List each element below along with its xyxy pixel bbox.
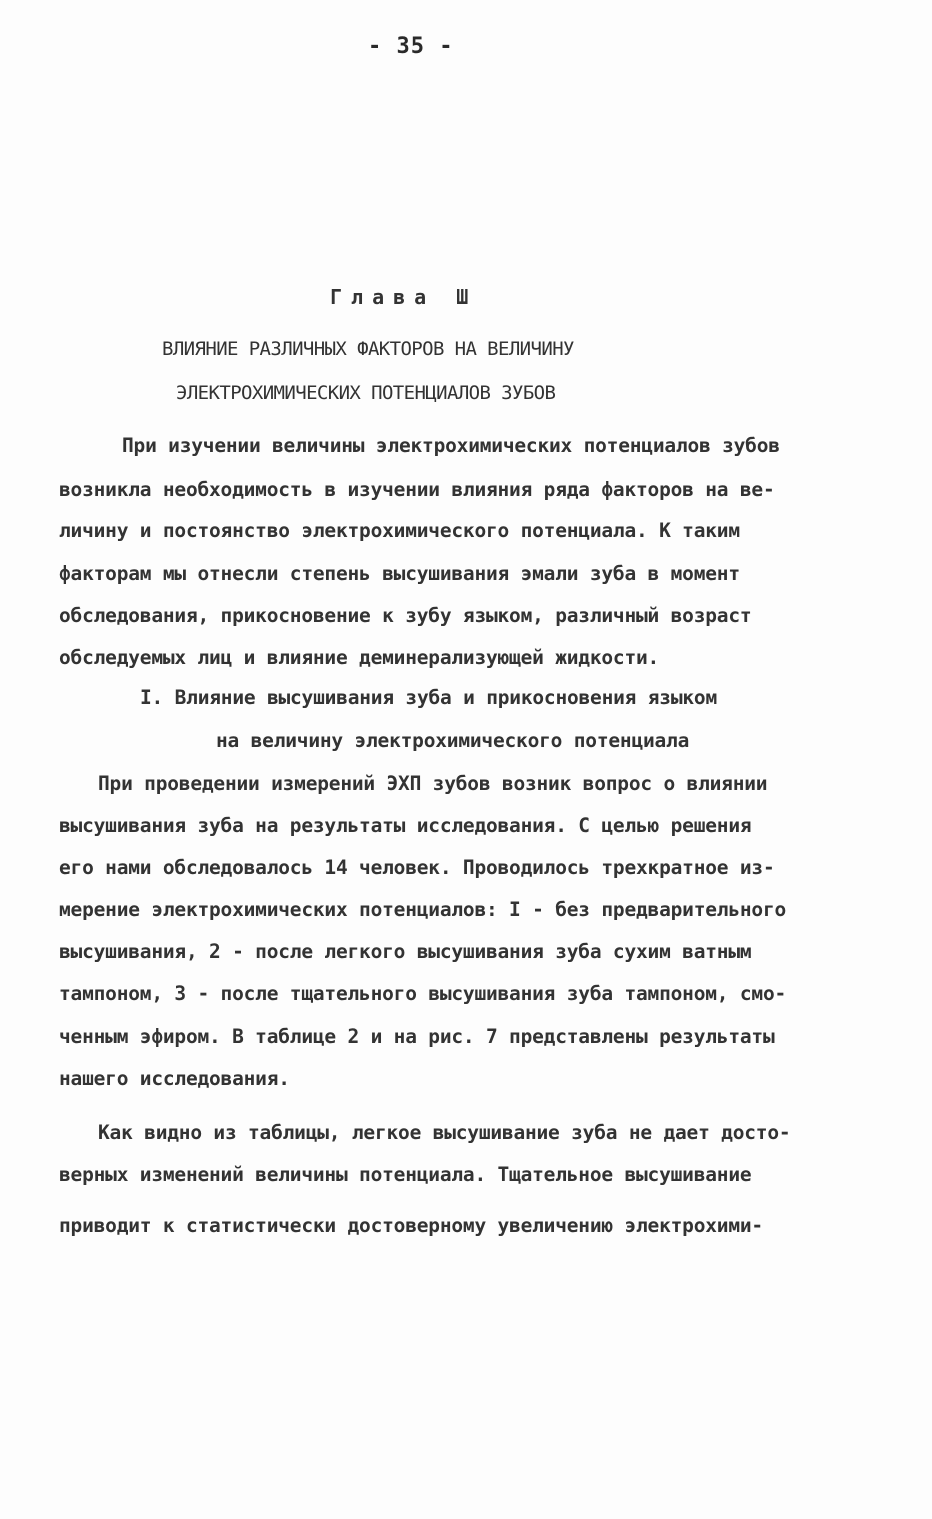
paragraph-line: тампоном, 3 - после тщательного высушивания зуба тампоном, смо- bbox=[59, 982, 787, 1005]
intro-line: личину и постоянство электрохимического потенциала. К таким bbox=[59, 519, 740, 542]
intro-line: обследуемых лиц и влияние деминерализующей жидкости. bbox=[59, 646, 660, 669]
chapter-title-line: ВЛИЯНИЕ РАЗЛИЧНЫХ ФАКТОРОВ НА ВЕЛИЧИНУ bbox=[162, 338, 574, 360]
paragraph-line: высушивания зуба на результаты исследования. С целью решения bbox=[59, 814, 752, 837]
paragraph-line: нашего исследования. bbox=[59, 1067, 290, 1090]
intro-line: При изучении величины электрохимических потенциалов зубов bbox=[122, 434, 780, 457]
paragraph-line: приводит к статистически достоверному увеличению электрохими- bbox=[59, 1214, 763, 1237]
intro-line: возникла необходимость в изучении влияния ряда факторов на ве- bbox=[59, 478, 775, 501]
intro-line: факторам мы отнесли степень высушивания эмали зуба в момент bbox=[59, 562, 740, 585]
paragraph-line: мерение электрохимических потенциалов: I - без предварительного bbox=[59, 898, 787, 921]
paragraph-line: высушивания, 2 - после легкого высушивания зуба сухим ватным bbox=[59, 940, 752, 963]
chapter-title-line: ЭЛЕКТРОХИМИЧЕСКИХ ПОТЕНЦИАЛОВ ЗУБОВ bbox=[176, 382, 556, 404]
section-heading-line: I. Влияние высушивания зуба и прикосновения языком bbox=[140, 686, 717, 709]
chapter-label: Глава Ш bbox=[330, 285, 478, 309]
paragraph-line: Как видно из таблицы, легкое высушивание зуба не дает досто- bbox=[98, 1121, 791, 1144]
paragraph-line: ченным эфиром. В таблице 2 и на рис. 7 представлены результаты bbox=[59, 1025, 775, 1048]
paragraph-line: его нами обследовалось 14 человек. Проводилось трехкратное из- bbox=[59, 856, 775, 879]
intro-line: обследования, прикосновение к зубу языком, различный возраст bbox=[59, 604, 752, 627]
paragraph-line: верных изменений величины потенциала. Тщательное высушивание bbox=[59, 1163, 752, 1186]
section-heading-line: на величину электрохимического потенциала bbox=[216, 729, 690, 752]
paragraph-line: При проведении измерений ЭХП зубов возник вопрос о влиянии bbox=[98, 772, 768, 795]
page-number: - 35 - bbox=[368, 34, 454, 59]
